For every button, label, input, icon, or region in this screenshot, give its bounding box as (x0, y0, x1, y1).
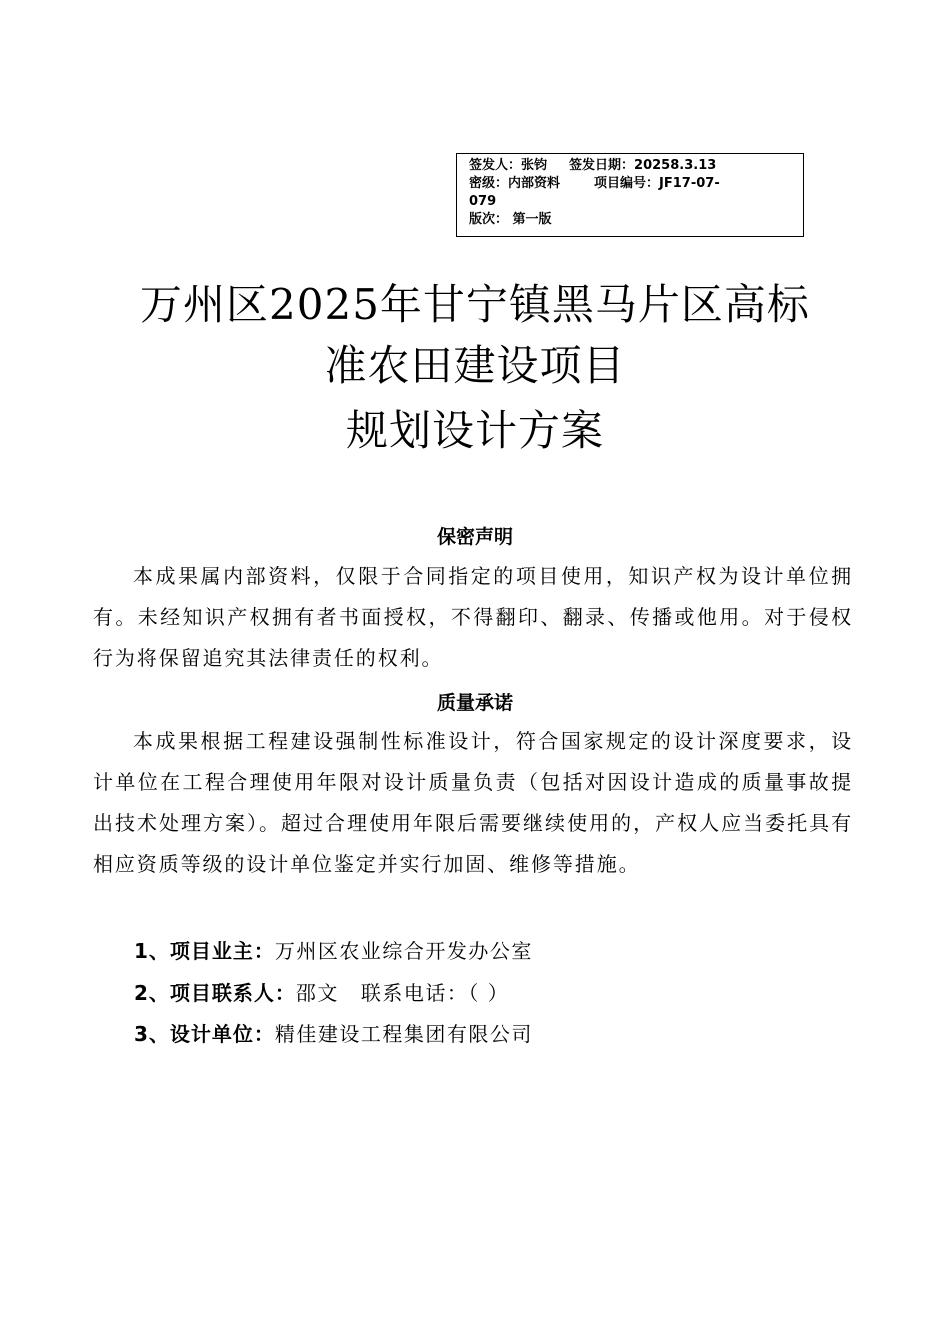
project-number-continuation: 079 (469, 194, 497, 209)
project-owner-line (134, 935, 533, 964)
confidentiality-heading: 保密声明 (436, 526, 513, 548)
edition-row (469, 211, 793, 229)
issuer-label: 签发人： (469, 158, 522, 173)
secret-row (469, 175, 793, 193)
project-contact-value: 邵文 (295, 981, 339, 1005)
issuer-row (469, 157, 793, 175)
issuer-value: 张钧 (521, 158, 548, 173)
secret-level-label: 密级： (469, 176, 509, 191)
document-info-box (456, 153, 804, 237)
title-line-3: 规划设计方案 (345, 406, 604, 455)
project-number-label: 项目编号： (594, 176, 660, 191)
confidentiality-text: 本成果属内部资料，仅限于合同指定的项目使用，知识产权为设计单位拥有。未经知识产权拥有者书面授权，不得翻印、翻录、传播或他用。对于侵权行为将保留追究其法律责任的权利。 (93, 564, 853, 670)
title-line-1: 万州区2025年甘宁镇黑马片区高标 (140, 280, 810, 329)
secret-level-value: 内部资料 (508, 176, 561, 191)
design-unit-label: 3、设计单位： (134, 1022, 275, 1046)
project-contact-label: 2、项目联系人： (134, 981, 296, 1005)
edition-label: 版次： (469, 212, 509, 227)
issue-date-label: 签发日期： (569, 158, 635, 173)
design-unit-value: 精佳建设工程集团有限公司 (274, 1022, 533, 1046)
project-contact-line (134, 977, 509, 1006)
edition-value: 第一版 (512, 212, 552, 227)
project-number-value-part1: JF17-07- (659, 176, 720, 191)
issue-date-value: 20258.3.13 (634, 158, 717, 173)
title-line-2: 准农田建设项目 (324, 341, 626, 390)
quality-text: 本成果根据工程建设强制性标准设计，符合国家规定的设计深度要求，设计单位在工程合理使用年限对设计质量负责（包括对因设计造成的质量事故提出技术处理方案）。超过合理使用年限后需要继续使用的，产权人应当委托具有相应资质等级的设计单位鉴定并实行加固、维修等措施。 (93, 729, 853, 876)
quality-heading: 质量承诺 (436, 692, 513, 714)
project-owner-value: 万州区农业综合开发办公室 (274, 939, 533, 963)
contact-phone-value: （ ） (468, 981, 510, 1005)
design-unit-line (134, 1018, 533, 1047)
contact-phone-label: 联系电话： (360, 981, 469, 1005)
project-owner-label: 1、项目业主： (134, 939, 275, 963)
